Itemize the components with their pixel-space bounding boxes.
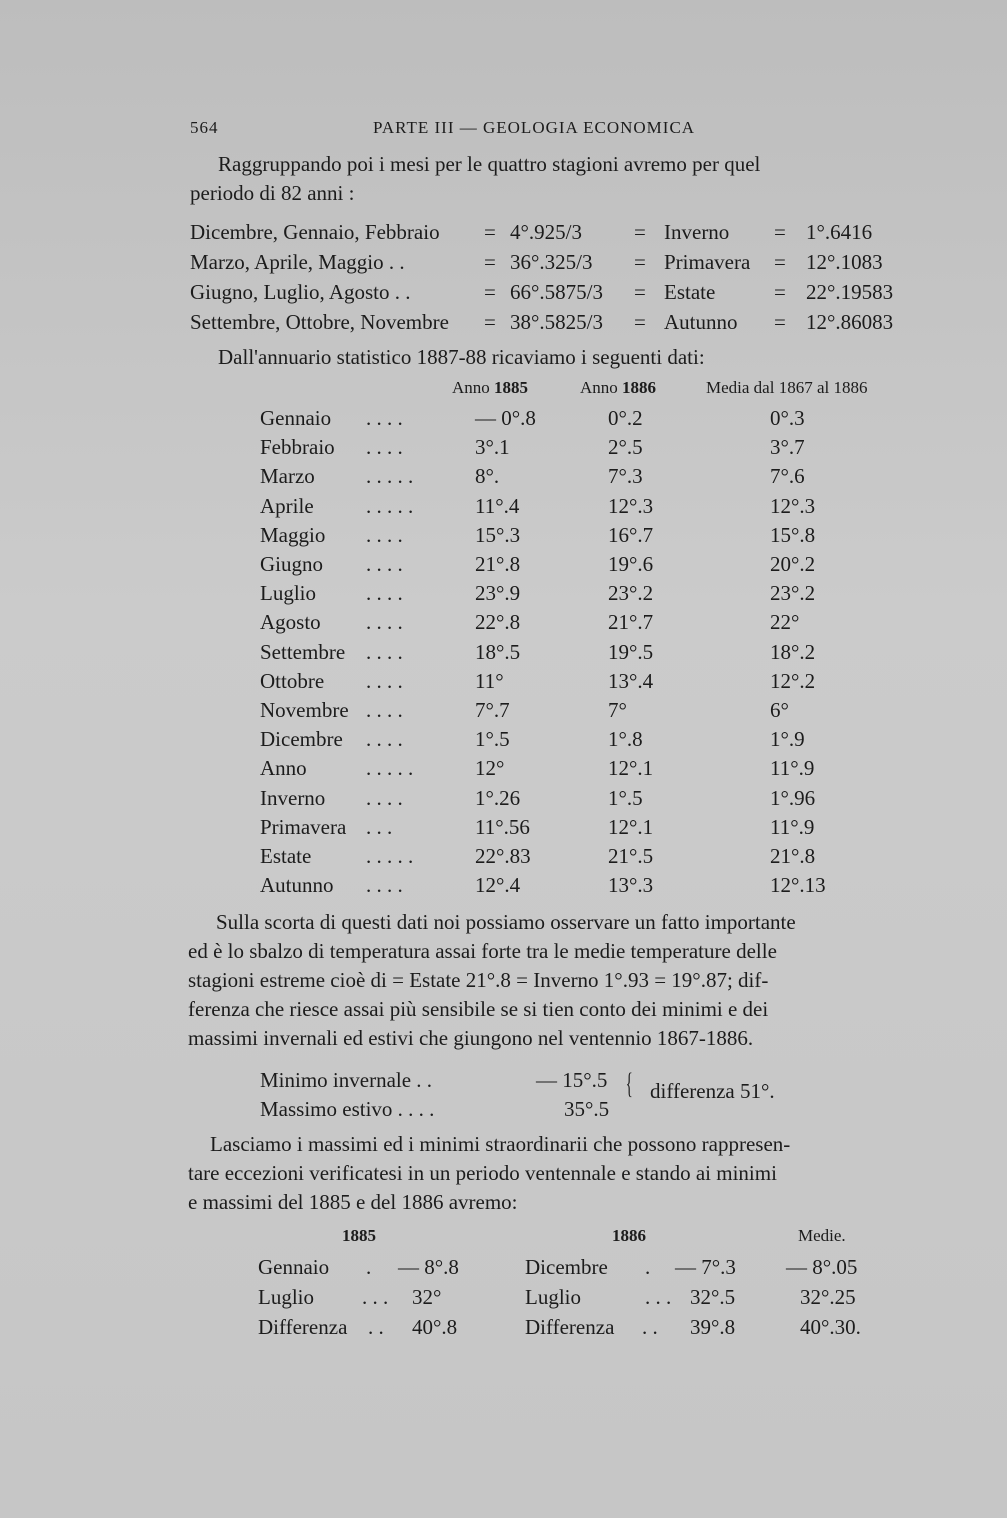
season-mean: 1°.6416 <box>806 220 873 244</box>
row-dots: . . . . . <box>366 844 414 868</box>
row-dots: . . . . <box>366 581 403 606</box>
season-sum: 36°.325/3 <box>510 250 593 274</box>
season-sum: 4°.925/3 <box>510 220 582 244</box>
season-eq: = <box>634 310 646 334</box>
row-label: Novembre <box>260 698 349 722</box>
value-1885: 12°.4 <box>475 873 521 898</box>
value-1885: 18°.5 <box>475 639 521 664</box>
final-dots-1886: . . <box>642 1315 658 1339</box>
value-1885: 12° <box>475 756 505 781</box>
season-months: Giugno, Luglio, Agosto . . <box>190 280 411 304</box>
row-label: Dicembre <box>260 727 343 752</box>
value-media: 1°.9 <box>770 727 805 752</box>
row-dots: . . . . . <box>366 464 414 489</box>
temp-row <box>0 406 1007 435</box>
final-value-1886: — 7°.3 <box>675 1255 736 1279</box>
value-1885: 11°.4 <box>475 493 520 518</box>
row-dots: . . . . <box>366 406 403 430</box>
row-label: Marzo <box>260 464 315 489</box>
paragraph-2-line: ferenza che riesce assai più sensibile se si tien conto dei minimi e dei <box>188 997 769 1021</box>
season-months: Settembre, Ottobre, Novembre <box>190 310 449 334</box>
row-dots: . . . . <box>366 727 403 752</box>
season-months: Dicembre, Gennaio, Febbraio <box>190 220 440 244</box>
row-label: Primavera <box>260 814 347 839</box>
value-media: 1°.96 <box>770 785 816 810</box>
intro-line-1: Raggruppando poi i mesi per le quattro stagioni avremo per quel <box>218 152 761 176</box>
row-label: Anno <box>260 756 307 781</box>
final-label-1886: Differenza <box>525 1315 615 1339</box>
temp-row <box>0 669 1007 698</box>
season-eq: = <box>774 220 786 244</box>
row-label: Giugno <box>260 552 323 576</box>
final-label-1886: Dicembre <box>525 1255 608 1279</box>
value-1886: 13°.3 <box>608 873 654 898</box>
value-media: 0°.3 <box>770 406 805 430</box>
final-label-1885: Luglio <box>258 1285 314 1309</box>
final-header-1886: 1886 <box>612 1226 646 1245</box>
value-1885: 1°.26 <box>475 785 521 810</box>
row-dots: . . . . <box>366 522 403 547</box>
season-name: Inverno <box>664 220 730 244</box>
min-value: — 15°.5 <box>536 1068 608 1092</box>
value-media: 23°.2 <box>770 581 816 606</box>
value-media: 12°.2 <box>770 668 816 693</box>
value-media: 15°.8 <box>770 522 816 547</box>
row-label: Aprile <box>260 493 314 518</box>
value-1885: — 0°.8 <box>475 406 536 430</box>
value-1885: 22°.8 <box>475 610 521 635</box>
temp-row <box>0 552 1007 581</box>
value-1886: 12°.1 <box>608 756 654 781</box>
annuario-line: Dall'annuario statistico 1887-88 ricaviamo i seguenti dati: <box>218 345 705 369</box>
value-1886: 19°.5 <box>608 639 654 664</box>
temp-row <box>0 435 1007 464</box>
season-eq: = <box>774 250 786 274</box>
paragraph-2-line: massimi invernali ed estivi che giungono nel ventennio 1867-1886. <box>188 1026 754 1050</box>
season-eq: = <box>634 280 646 304</box>
season-name: Autunno <box>664 310 738 334</box>
row-label: Settembre <box>260 639 346 664</box>
value-media: 7°.6 <box>770 464 805 489</box>
temp-row <box>0 640 1007 669</box>
value-1885: 11°.56 <box>475 814 530 839</box>
value-1886: 12°.1 <box>608 814 654 839</box>
value-1886: 13°.4 <box>608 668 654 693</box>
season-eq: = <box>774 310 786 334</box>
final-label-1885: Gennaio <box>258 1255 330 1279</box>
paragraph-2-line: stagioni estreme cioè di = Estate 21°.8 = Inverno 1°.93 = 19°.87; dif- <box>188 968 769 992</box>
page-number: 564 <box>190 118 219 137</box>
final-value-medie: 32°.25 <box>800 1285 856 1309</box>
paragraph-3-line: tare eccezioni verificatesi in un periodo ventennale e stando ai minimi <box>188 1161 777 1185</box>
row-dots: . . . <box>366 814 393 839</box>
season-mean: 12°.86083 <box>806 310 894 334</box>
row-dots: . . . . <box>366 873 403 898</box>
value-media: 12°.13 <box>770 873 826 898</box>
season-mean: 22°.19583 <box>806 280 894 304</box>
final-value-medie: — 8°.05 <box>786 1255 858 1279</box>
row-label: Inverno <box>260 785 326 810</box>
max-value: 35°.5 <box>564 1097 610 1121</box>
row-dots: . . . . <box>366 698 403 722</box>
value-1885: 11° <box>475 668 504 693</box>
row-dots: . . . . <box>366 668 403 693</box>
temp-row <box>0 494 1007 523</box>
final-value-medie: 40°.30. <box>800 1315 861 1339</box>
value-1885: 1°.5 <box>475 727 510 752</box>
temp-row <box>0 581 1007 610</box>
value-1886: 21°.5 <box>608 844 654 868</box>
season-name: Estate <box>664 280 716 304</box>
value-1886: 12°.3 <box>608 493 654 518</box>
temp-row <box>0 756 1007 785</box>
value-1886: 21°.7 <box>608 610 654 635</box>
value-media: 11°.9 <box>770 756 815 781</box>
row-dots: . . . . . <box>366 756 414 781</box>
final-value-1885: — 8°.8 <box>398 1255 459 1279</box>
row-dots: . . . . <box>366 552 403 576</box>
intro-line-2: periodo di 82 anni : <box>190 181 355 205</box>
brace: { <box>625 1067 633 1100</box>
temp-header-1885: Anno 1885 <box>452 378 529 397</box>
running-title: PARTE III — GEOLOGIA ECONOMICA <box>373 118 696 137</box>
max-label: Massimo estivo . . . . <box>260 1097 435 1121</box>
row-dots: . . . . . <box>366 493 414 518</box>
final-dots-1886: . <box>645 1255 651 1279</box>
value-media: 20°.2 <box>770 552 816 576</box>
value-1885: 22°.83 <box>475 844 531 868</box>
value-1886: 1°.8 <box>608 727 643 752</box>
row-dots: . . . . <box>366 785 403 810</box>
value-media: 6° <box>770 698 789 722</box>
row-label: Luglio <box>260 581 316 606</box>
temp-row <box>0 727 1007 756</box>
value-media: 3°.7 <box>770 435 805 460</box>
value-media: 18°.2 <box>770 639 816 664</box>
temp-row <box>0 786 1007 815</box>
final-dots-1885: . . . <box>362 1285 389 1309</box>
season-eq: = <box>634 220 646 244</box>
value-1886: 19°.6 <box>608 552 654 576</box>
season-sum: 66°.5875/3 <box>510 280 603 304</box>
row-label: Maggio <box>260 522 326 547</box>
temp-header-1885-word: Anno <box>452 378 490 397</box>
final-label-1885: Differenza <box>258 1315 348 1339</box>
season-mean: 12°.1083 <box>806 250 883 274</box>
final-dots-1886: . . . <box>645 1285 672 1309</box>
final-label-1886: Luglio <box>525 1285 581 1309</box>
paragraph-2-line: Sulla scorta di questi dati noi possiamo osservare un fatto importante <box>216 910 796 934</box>
value-1885: 7°.7 <box>475 698 510 722</box>
final-dots-1885: . <box>366 1255 372 1279</box>
temp-row <box>0 464 1007 493</box>
value-1886: 2°.5 <box>608 435 643 460</box>
paragraph-3-line: e massimi del 1885 e del 1886 avremo: <box>188 1190 518 1214</box>
final-header-1885: 1885 <box>342 1226 376 1245</box>
paragraph-2-line: ed è lo sbalzo di temperatura assai forte tra le medie temperature delle <box>188 939 777 963</box>
season-sum: 38°.5825/3 <box>510 310 603 334</box>
final-value-1886: 39°.8 <box>690 1315 736 1339</box>
value-1885: 3°.1 <box>475 435 510 460</box>
row-label: Febbraio <box>260 435 335 460</box>
temp-row <box>0 698 1007 727</box>
temp-header-1886: Anno 1886 <box>580 378 657 397</box>
temp-row <box>0 873 1007 902</box>
row-label: Autunno <box>260 873 334 898</box>
row-label: Ottobre <box>260 668 325 693</box>
season-eq: = <box>484 250 496 274</box>
min-label: Minimo invernale . . <box>260 1068 433 1092</box>
row-dots: . . . . <box>366 639 403 664</box>
temp-row <box>0 610 1007 639</box>
temp-row <box>0 523 1007 552</box>
value-1886: 23°.2 <box>608 581 654 606</box>
value-media: 22° <box>770 610 800 635</box>
temp-header-media: Media dal 1867 al 1886 <box>706 378 868 397</box>
value-media: 11°.9 <box>770 814 815 839</box>
row-label: Agosto <box>260 610 321 635</box>
value-1885: 15°.3 <box>475 522 521 547</box>
season-eq: = <box>484 220 496 244</box>
value-1885: 21°.8 <box>475 552 521 576</box>
final-dots-1885: . . <box>368 1315 384 1339</box>
value-media: 21°.8 <box>770 844 816 868</box>
season-eq: = <box>774 280 786 304</box>
final-header-medie: Medie. <box>798 1226 846 1245</box>
value-media: 12°.3 <box>770 493 816 518</box>
value-1886: 7°.3 <box>608 464 643 489</box>
difference-label: differenza 51°. <box>650 1079 775 1103</box>
row-dots: . . . . <box>366 435 403 460</box>
temp-row <box>0 844 1007 873</box>
value-1885: 23°.9 <box>475 581 521 606</box>
row-label: Estate <box>260 844 312 868</box>
season-eq: = <box>484 310 496 334</box>
season-eq: = <box>634 250 646 274</box>
final-value-1885: 32° <box>412 1285 442 1309</box>
final-value-1886: 32°.5 <box>690 1285 736 1309</box>
row-label: Gennaio <box>260 406 332 430</box>
value-1886: 16°.7 <box>608 522 654 547</box>
final-value-1885: 40°.8 <box>412 1315 458 1339</box>
value-1886: 0°.2 <box>608 406 643 430</box>
paragraph-3-line: Lasciamo i massimi ed i minimi straordinarii che possono rappresen- <box>210 1132 791 1156</box>
season-months: Marzo, Aprile, Maggio . . <box>190 250 405 274</box>
season-eq: = <box>484 280 496 304</box>
value-1886: 1°.5 <box>608 785 643 810</box>
row-dots: . . . . <box>366 610 403 635</box>
temp-row <box>0 815 1007 844</box>
season-name: Primavera <box>664 250 751 274</box>
value-1886: 7° <box>608 698 627 722</box>
value-1885: 8°. <box>475 464 500 489</box>
